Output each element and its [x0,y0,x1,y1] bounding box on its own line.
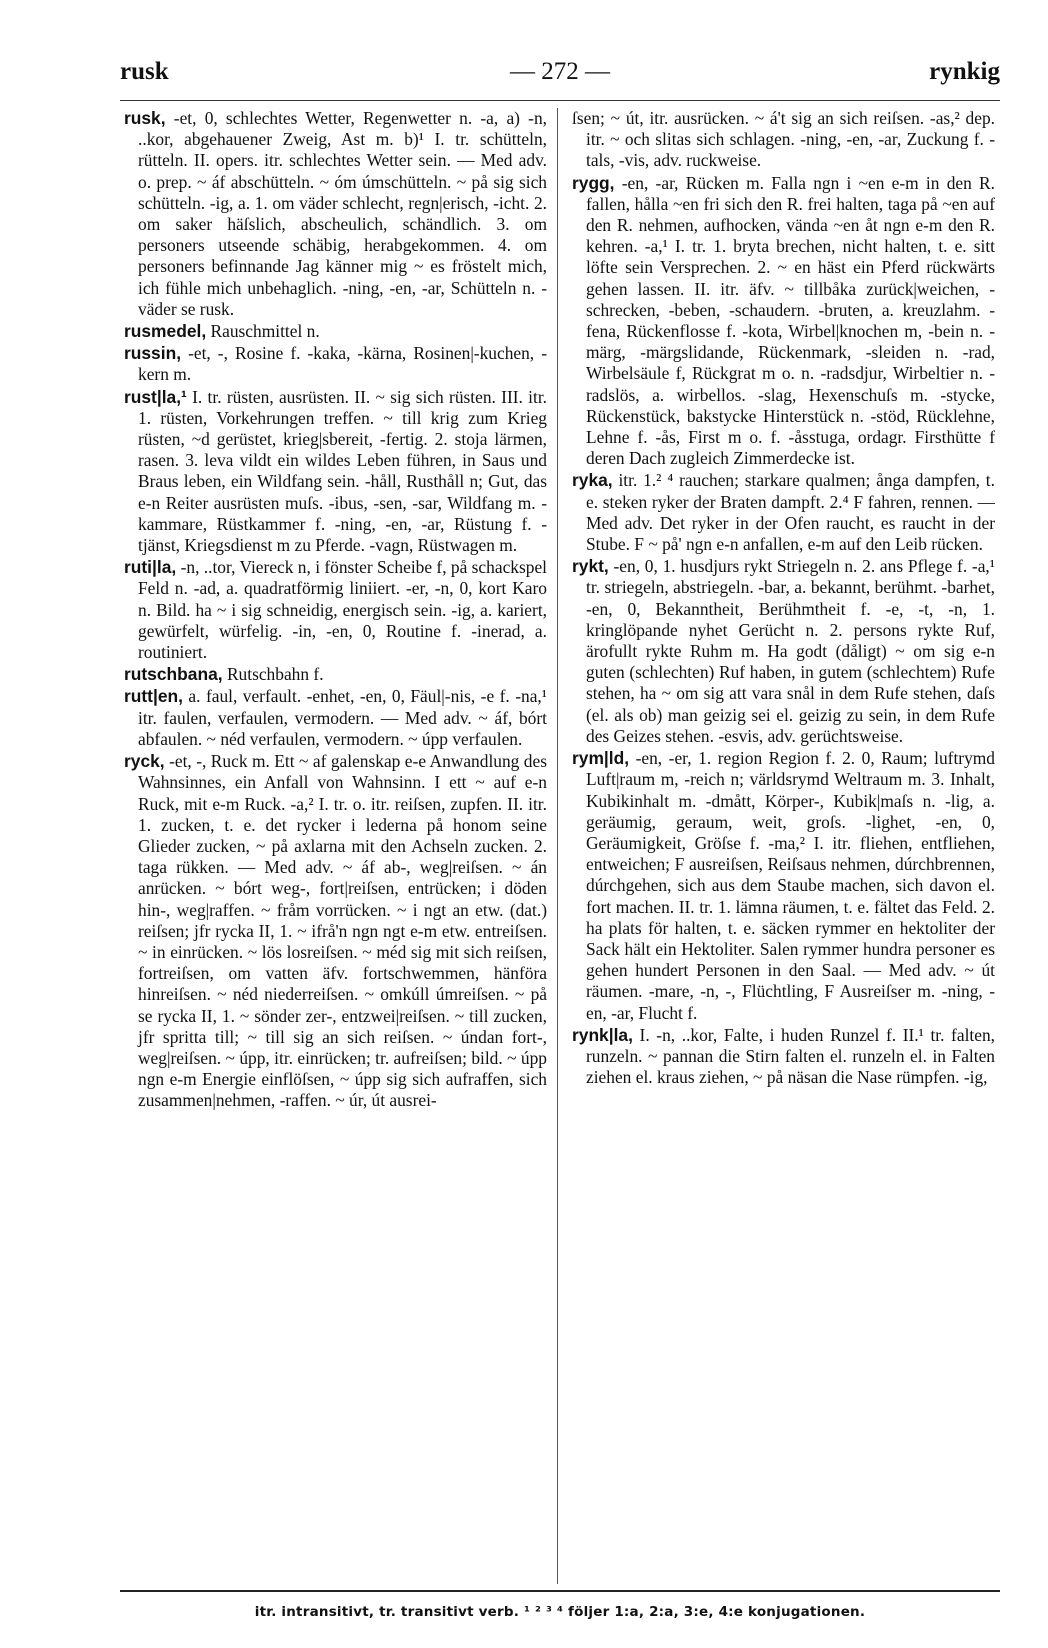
right-column [572,108,995,1586]
footer-rule [120,1590,1000,1592]
entry-body: I. -n, ..kor, Falte, i huden Runzel f. II.¹ tr. falten, runzeln. ~ pannan die Stirn falten el. runzeln el. in Falten ziehen el. kraus ziehen, ~ på näsan die Nase rümpfen. -ig, [586,1024,995,1088]
dictionary-entry [572,470,995,555]
dictionary-entry [572,1025,995,1089]
entry-body: itr. 1.² ⁴ rauchen; starkare qualmen; ånga dampfen, t. e. steken ryker der Braten dampft. 2.⁴ F fahren, rennen. — Med adv. Det ryker in der Ofen raucht, es raucht in der Stube. F ~ på' ngn e-n anfallen, e-m auf den Leib rücken. [586,470,995,555]
entry-body: ſsen; ~ út, itr. ausrücken. ~ á't sig an sich reiſsen. -as,² dep. itr. ~ och slitas sich schlagen. -ning, -en, -ar, Zuckung f. -tals, -vis, adv. ruckweise. [572,108,995,171]
left-running-headword: rusk [120,58,169,85]
entry-body: a. faul, verfault. -enhet, -en, 0, Fäul|-nis, -e f. -na,¹ itr. faulen, verfaulen, vermodern. — Med adv. ~ áf, bórt abfaulen. ~ néd verfaulen, vermodern. ~ úpp verfaulen. [138,686,547,749]
entry-body: -en, -er, 1. region Region f. 2. 0, Raum; luftrymd Luft|raum m, -reich n; världsrymd Weltraum m. 3. Inhalt, Kubikinhalt m. -dmått, Körper-, Kubik|maſs n. -lig, a. geräumig, geraum, weit, groſs. -lighet, -en, 0, Geräumigkeit, Gröſse f. -ma,² I. itr. fliehen, entfliehen, entweichen; F ausreiſsen, Reiſsaus nehmen, dúrchbrennen, dúrchgehen, sich aus dem Staube machen, sich davon el. fort machen. II. tr. 1. lämna räumen, t. e. fältet das Feld. 2. ha plats för halten, t. e. säcken rymmer en hektoliter der Sack hält ein Hektoliter. Salen rymmer hundra personer es gehen hundert Personen in den Saal. — Med adv. ~ út räumen. -mare, -n, -, Flüchtling, F Ausreiſser m. -ning, -en, -ar, Flucht f. [586,748,995,1023]
entry-body: -en, -ar, Rücken m. Falla ngn i ~en e-m in den R. fallen, hålla ~en fri sich den R. frei halten, taga på ~en auf den R. nehmen, aufhocken, vända ~en åt ngn e-m den R. kehren. -a,¹ I. tr. 1. bryta brechen, nicht halten, t. e. sitt löfte sein Versprechen. 2. ~ en häst ein Pferd rückwärts gehen lassen. II. itr. äfv. ~ tillbåka zurück|weichen, -schrecken, -beben, -schaudern. -bruten, a. kreuzlahm. -fena, Rückenflosse f. -kota, Wirbel|knochen m, -bein n. -märg, -märgslidande, Rückenmark, -sleiden n. -rad, Wirbelsäule f, Rückgrat m o. n. -radsdjur, Wirbeltier n. -radslös, a. wirbellos. -slag, Hexenschuſs m. -stycke, Rückenstück, bakstycke Hinterstück n. -stöd, Rücklehne, Lehne f. -ås, First m o. f. -åsstuga, ordagr. Firsthütte f deren Dach zugleich Zimmerdecke ist. [586,172,995,469]
entry-body: -et, 0, schlechtes Wetter, Regenwetter n. -a, a) -n, ..kor, abgehauener Zweig, Ast m. b)¹ I. tr. schütteln, rütteln. II. opers. itr. schlechtes Wetter sein. — Med adv. o. prep. ~ áf abschütteln. ~ óm úmschütteln. ~ på sig sich schütteln. -ig, a. 1. om väder schlecht, regn|erisch, -icht. 2. om saker häſslich, abscheulich, schändlich. 3. om personers utseende schäbig, herabgekommen. 4. om personers befinnande Jag känner mig ~ es fröstelt mich, ich fühle mich unbehaglich. -ning, -en, -ar, Schütteln n. -väder se rusk. [138,108,547,319]
dictionary-entry [124,686,547,750]
entry-body: Rauschmittel n. [210,321,320,342]
dictionary-entry [124,664,547,685]
entry-headword: rym|ld, [572,748,630,769]
entry-body: Rutschbahn f. [226,664,324,685]
entry-body: -n, ..tor, Viereck n, i fönster Scheibe f, på schackspel Feld n. -ad, a. quadratförmig liniiert. -er, -n, 0, kort Karo n. Bild. ha ~ i sig schneidig, energisch sein. -ig, a. kariert, gewürfelt, würfelig. -in, -en, 0, Routine f. -inerad, a. routiniert. [138,557,547,663]
column-divider [557,108,558,1584]
dictionary-entry [124,557,547,663]
left-column [124,108,547,1586]
entry-headword: ryka, [572,470,613,491]
entry-body: I. tr. rüsten, ausrüsten. II. ~ sig sich rüsten. III. itr. 1. rüsten, Vorkehrungen treffen. ~ till krig zum Krieg rüsten, ~d gerüstet, krieg|sbereit, -fertig. 2. stoja lärmen, rasen. 3. leva vildt ein wildes Leben führen, in Saus und Braus leben, ein Wildfang sein. -håll, Rusthåll n; Gut, das e-n Reiter ausrüsten muſs. -ibus, -sen, -sar, Wildfang m. -kammare, Rüstkammer f. -ning, -en, -ar, Rüstung f. -tjänst, Kriegsdienst m zu Pferde. -vagn, Rüstwagen m. [138,386,547,556]
entry-headword: rykt, [572,556,609,577]
entry-body: -et, -, Ruck m. Ett ~ af galenskap e-e Anwandlung des Wahnsinnes, ein Anfall von Wahnsinn. I ett ~ auf e-n Ruck, mit e-m Ruck. -a,² I. tr. o. itr. reiſsen, zupfen. II. itr. 1. zucken, t. e. det rycker i lederna på honom seine Glieder zucken, ~ på axlarna mit den Achseln zucken. 2. taga rükken. — Med adv. ~ áf ab-, weg|reiſsen. ~ án anrücken. ~ bórt weg-, fort|reiſsen, entrücken; i döden hin-, weg|raffen. ~ fråm vorrücken. ~ i ngt an etw. (dat.) reiſsen; jfr rycka II, 1. ~ ifrå'n ngn ngt e-m etw. entreiſsen. ~ in einrücken. ~ lös losreiſsen. ~ méd sig mit sich reiſsen, fortreiſsen, om vatten äfv. fortschwemmen, hänföra hinreiſsen. ~ néd niederreiſsen. ~ omkúll úmreiſsen. ~ på se rycka II, 1. ~ sönder zer-, entzwei|reiſsen. ~ till zucken, jfr spritta till; ~ till sig an sich reiſsen. ~ úndan fort-, weg|reiſsen. ~ úpp, itr. einrücken; tr. aufreiſsen; bild. ~ úpp ngn e-m Energie einflöſsen, ~ úpp sig sich aufraffen, sich zusammen|nehmen, -raffen. ~ úr, út ausrei- [138,751,547,1111]
entry-body: -en, 0, 1. husdjurs rykt Striegeln n. 2. ans Pflege f. -a,¹ tr. striegeln, abstriegeln. -bar, a. bekannt, berühmt. -barhet, -en, 0, Bekanntheit, Berühmtheit f. -e, -t, -n, 1. kringlöpande nyhet Gerücht n. 2. persons rykte Ruf, ärofullt rykte Ruhm m. Ha godt (dåligt) ~ om sig e-n guten (schlechten) Ruf haben, in gutem (schlechtem) Rufe stehen, ha ~ om sig att vara snål in dem Rufe stehen, daſs (el. als ob) man geizig sei el. geizig zu sein, in dem Rufe des Geizes stehen. -esvis, adv. gerüchtsweise. [586,556,995,746]
dictionary-entry [572,556,995,747]
dictionary-entry [124,108,547,320]
right-running-headword: rynkig [929,58,1000,85]
dictionary-entry [572,173,995,470]
dictionary-entry [124,343,547,385]
entry-body: -et, -, Rosine f. -kaka, -kärna, Rosinen|-kuchen, -kern m. [138,343,547,385]
entry-headword: rutschbana, [124,664,223,685]
dictionary-entry [124,751,547,1111]
entry-headword: ruti|la, [124,557,177,578]
dictionary-entry [572,108,995,172]
page-header [120,58,1000,92]
dictionary-entry [572,748,995,1024]
entry-headword: rutt|en, [124,686,183,707]
dictionary-entry [124,387,547,557]
entry-headword: rygg, [572,172,615,193]
entry-headword: rusmedel, [124,321,207,342]
header-rule [120,100,1000,101]
entry-headword: rust|la,¹ [124,386,187,407]
page-number: — 272 — [510,58,610,85]
entry-headword: ryck, [124,751,165,772]
entry-headword: rynk|la, [572,1024,633,1045]
dictionary-entry [124,321,547,342]
entry-headword: russin, [124,343,182,364]
entry-headword: rusk, [124,108,166,128]
abbreviation-footnote: itr. intransitivt, tr. transitivt verb. ¹ ² ³ ⁴ följer 1:a, 2:a, 3:e, 4:e konjugationen. [254,1604,866,1620]
